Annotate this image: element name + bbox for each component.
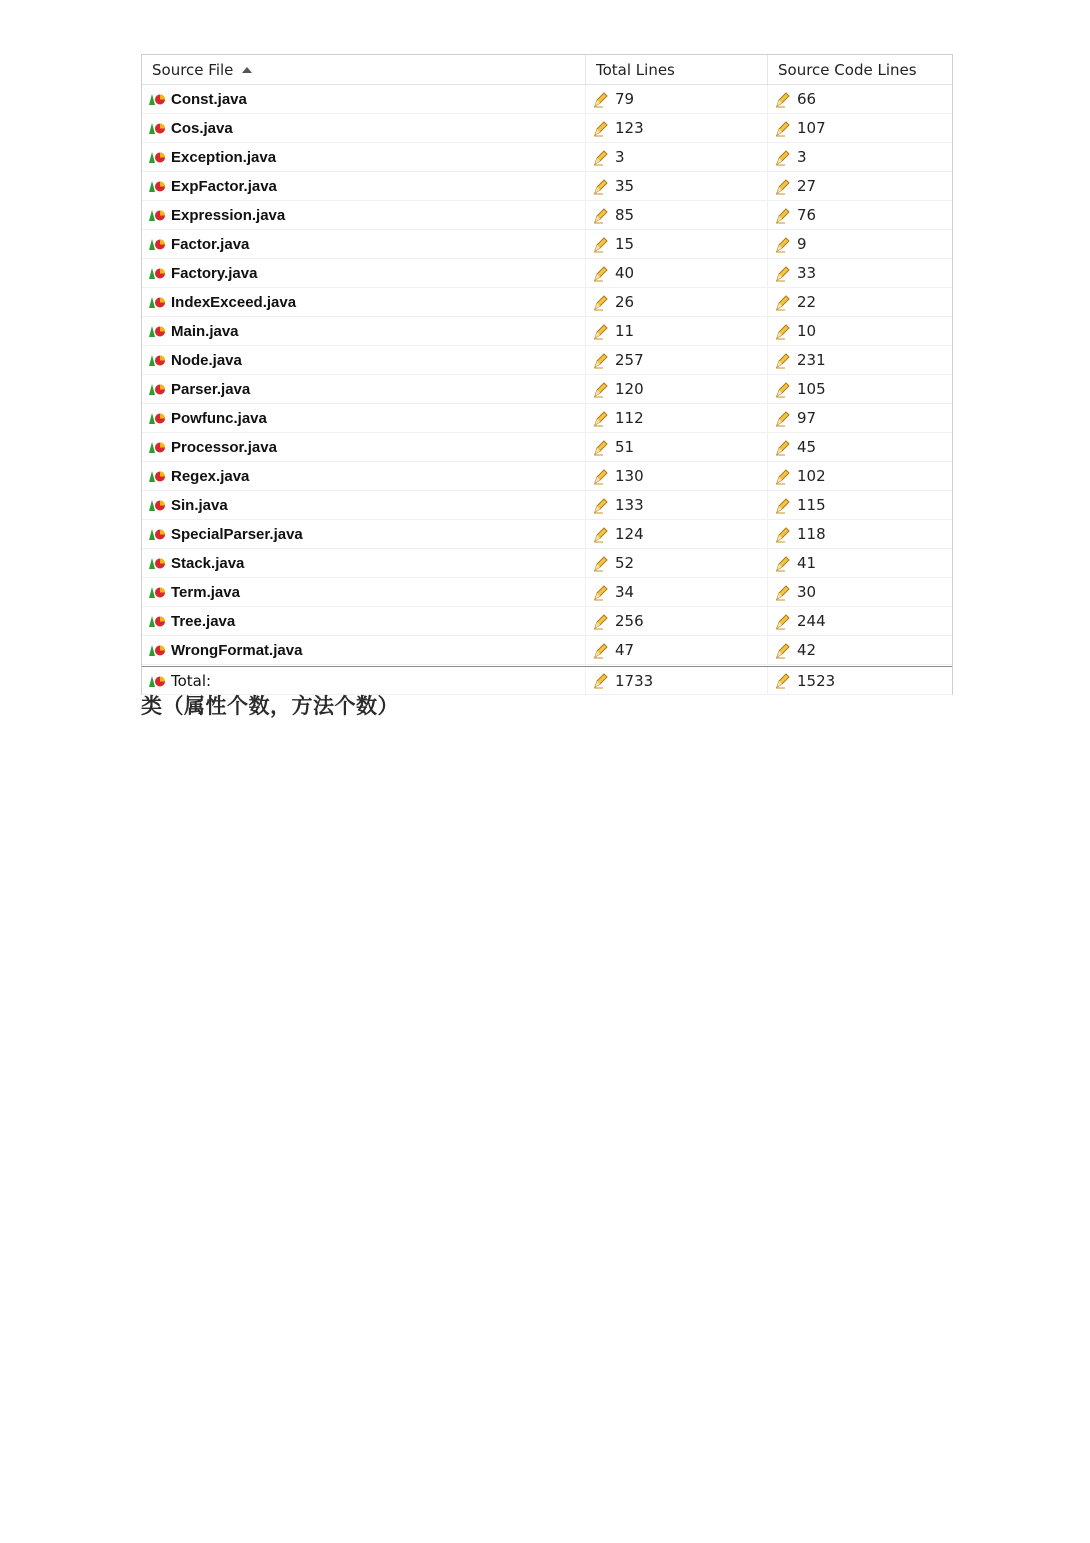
file-cell <box>142 114 586 142</box>
java-class-icon <box>148 353 166 367</box>
code-lines-cell <box>768 317 952 345</box>
code-lines-value: 115 <box>797 496 826 514</box>
pencil-icon <box>775 439 791 456</box>
code-lines-value: 76 <box>797 206 817 224</box>
table-row[interactable] <box>142 433 952 462</box>
file-cell <box>142 317 586 345</box>
pencil-icon <box>593 555 609 572</box>
file-cell <box>142 288 586 316</box>
table-row[interactable] <box>142 375 952 404</box>
total-lines-cell <box>586 172 768 200</box>
code-lines-cell <box>768 636 952 664</box>
code-lines-value: 66 <box>797 90 817 108</box>
pencil-icon <box>775 555 791 572</box>
pencil-icon <box>775 352 791 369</box>
total-lines-cell <box>586 317 768 345</box>
code-lines-value: 118 <box>797 525 826 543</box>
code-lines-value: 97 <box>797 409 817 427</box>
java-class-icon <box>148 643 166 657</box>
java-class-icon <box>148 674 166 688</box>
total-lines-cell <box>586 491 768 519</box>
code-lines-cell <box>768 288 952 316</box>
code-lines-value: 9 <box>797 235 807 253</box>
file-name: Factor.java <box>171 235 250 253</box>
total-lines-cell <box>586 578 768 606</box>
pencil-icon <box>775 265 791 282</box>
file-name: Node.java <box>171 351 242 369</box>
table-row[interactable] <box>142 404 952 433</box>
code-lines-value: 27 <box>797 177 817 195</box>
total-lines-value: 3 <box>615 148 625 166</box>
pencil-icon <box>593 526 609 543</box>
file-cell <box>142 346 586 374</box>
column-header-total-lines[interactable] <box>586 55 768 84</box>
table-row[interactable] <box>142 346 952 375</box>
file-name: Tree.java <box>171 612 236 630</box>
table-row[interactable] <box>142 491 952 520</box>
total-label: Total: <box>171 671 212 690</box>
total-lines-cell <box>586 636 768 664</box>
file-cell <box>142 375 586 403</box>
total-lines-cell <box>586 230 768 258</box>
code-lines-value: 102 <box>797 467 826 485</box>
pencil-icon <box>775 642 791 659</box>
java-class-icon <box>148 556 166 570</box>
file-name: Parser.java <box>171 380 251 398</box>
column-header-label: Source File <box>152 60 234 79</box>
pencil-icon <box>775 120 791 137</box>
table-row[interactable] <box>142 578 952 607</box>
file-cell <box>142 520 586 548</box>
total-lines-cell <box>586 259 768 287</box>
java-class-icon <box>148 527 166 541</box>
file-name: Cos.java <box>171 119 233 137</box>
file-cell <box>142 462 586 490</box>
file-cell <box>142 85 586 113</box>
pencil-icon <box>775 526 791 543</box>
table-row[interactable] <box>142 143 952 172</box>
total-lines-value: 112 <box>615 409 644 427</box>
java-class-icon <box>148 382 166 396</box>
pencil-icon <box>593 149 609 166</box>
file-name: Factory.java <box>171 264 258 282</box>
code-lines-value: 231 <box>797 351 826 369</box>
java-class-icon <box>148 92 166 106</box>
pencil-icon <box>593 323 609 340</box>
pencil-icon <box>593 265 609 282</box>
pencil-icon <box>593 236 609 253</box>
java-class-icon <box>148 179 166 193</box>
total-lines-cell <box>586 607 768 635</box>
java-class-icon <box>148 440 166 454</box>
file-name: Processor.java <box>171 438 277 456</box>
total-lines-cell <box>586 346 768 374</box>
total-lines-value: 26 <box>615 293 635 311</box>
code-lines-value: 30 <box>797 583 817 601</box>
code-lines-cell <box>768 230 952 258</box>
java-class-icon <box>148 411 166 425</box>
java-class-icon <box>148 208 166 222</box>
total-lines-cell <box>586 201 768 229</box>
pencil-icon <box>593 672 609 689</box>
column-header-label: Total Lines <box>596 60 675 79</box>
pencil-icon <box>775 207 791 224</box>
pencil-icon <box>593 439 609 456</box>
total-lines-value: 34 <box>615 583 635 601</box>
pencil-icon <box>775 468 791 485</box>
file-cell <box>142 549 586 577</box>
pencil-icon <box>775 91 791 108</box>
code-lines-value: 10 <box>797 322 817 340</box>
java-class-icon <box>148 266 166 280</box>
code-lines-value: 244 <box>797 612 826 630</box>
file-name: Main.java <box>171 322 239 340</box>
table-row[interactable] <box>142 288 952 317</box>
pencil-icon <box>775 410 791 427</box>
code-lines-cell <box>768 433 952 461</box>
pencil-icon <box>593 642 609 659</box>
code-lines-value: 3 <box>797 148 807 166</box>
pencil-icon <box>593 468 609 485</box>
java-class-icon <box>148 585 166 599</box>
java-class-icon <box>148 237 166 251</box>
total-lines-value: 123 <box>615 119 644 137</box>
total-lines-value: 130 <box>615 467 644 485</box>
table-row[interactable] <box>142 230 952 259</box>
pencil-icon <box>593 584 609 601</box>
file-name: Exception.java <box>171 148 277 166</box>
total-lines-value: 1733 <box>615 671 654 690</box>
table-row[interactable] <box>142 201 952 230</box>
table-header <box>142 55 952 85</box>
total-lines-value: 47 <box>615 641 635 659</box>
code-lines-cell <box>768 491 952 519</box>
total-lines-cell <box>586 375 768 403</box>
pencil-icon <box>775 178 791 195</box>
table-row[interactable] <box>142 114 952 143</box>
section-heading: 类（属性个数，方法个数） <box>141 694 399 718</box>
code-lines-value: 42 <box>797 641 817 659</box>
pencil-icon <box>593 91 609 108</box>
file-name: IndexExceed.java <box>171 293 297 311</box>
code-lines-cell <box>768 114 952 142</box>
code-lines-cell <box>768 549 952 577</box>
file-name: Expression.java <box>171 206 286 224</box>
code-lines-cell <box>768 259 952 287</box>
pencil-icon <box>775 149 791 166</box>
total-lines-value: 133 <box>615 496 644 514</box>
file-name: ExpFactor.java <box>171 177 277 195</box>
table-row[interactable] <box>142 462 952 491</box>
total-lines-cell <box>586 143 768 171</box>
code-lines-value: 105 <box>797 380 826 398</box>
total-lines-cell <box>586 85 768 113</box>
pencil-icon <box>775 381 791 398</box>
java-class-icon <box>148 121 166 135</box>
pencil-icon <box>593 613 609 630</box>
file-cell <box>142 230 586 258</box>
file-name: Sin.java <box>171 496 228 514</box>
file-cell <box>142 259 586 287</box>
total-lines-cell <box>586 433 768 461</box>
code-lines-value: 45 <box>797 438 817 456</box>
pencil-icon <box>775 584 791 601</box>
file-cell <box>142 433 586 461</box>
column-header-source-file[interactable] <box>142 55 586 84</box>
code-lines-cell <box>768 346 952 374</box>
java-class-icon <box>148 498 166 512</box>
file-cell <box>142 491 586 519</box>
metrics-table <box>141 54 953 695</box>
table-row[interactable] <box>142 317 952 346</box>
pencil-icon <box>775 236 791 253</box>
total-lines-value: 40 <box>615 264 635 282</box>
file-name: WrongFormat.java <box>171 641 303 659</box>
total-lines-value: 85 <box>615 206 635 224</box>
total-lines-cell <box>586 404 768 432</box>
pencil-icon <box>775 323 791 340</box>
file-cell <box>142 636 586 664</box>
table-row[interactable] <box>142 549 952 578</box>
file-name: Stack.java <box>171 554 245 572</box>
table-row[interactable] <box>142 85 952 114</box>
file-cell <box>142 201 586 229</box>
total-lines-cell <box>586 114 768 142</box>
pencil-icon <box>593 410 609 427</box>
pencil-icon <box>593 207 609 224</box>
file-name: Term.java <box>171 583 240 601</box>
total-lines-cell <box>586 462 768 490</box>
file-cell <box>142 404 586 432</box>
java-class-icon <box>148 150 166 164</box>
total-lines-value: 124 <box>615 525 644 543</box>
total-lines-value: 35 <box>615 177 635 195</box>
pencil-icon <box>775 497 791 514</box>
file-name: SpecialParser.java <box>171 525 303 543</box>
code-lines-value: 107 <box>797 119 826 137</box>
file-cell <box>142 172 586 200</box>
code-lines-cell <box>768 201 952 229</box>
code-lines-value: 22 <box>797 293 817 311</box>
total-lines-cell <box>586 667 768 694</box>
total-lines-value: 120 <box>615 380 644 398</box>
code-lines-cell <box>768 520 952 548</box>
total-lines-cell <box>586 520 768 548</box>
total-lines-value: 11 <box>615 322 635 340</box>
code-lines-cell <box>768 143 952 171</box>
java-class-icon <box>148 324 166 338</box>
pencil-icon <box>593 497 609 514</box>
pencil-icon <box>593 294 609 311</box>
total-lines-cell <box>586 549 768 577</box>
pencil-icon <box>593 178 609 195</box>
file-name: Const.java <box>171 90 247 108</box>
file-cell <box>142 143 586 171</box>
total-lines-value: 257 <box>615 351 644 369</box>
total-lines-value: 79 <box>615 90 635 108</box>
java-class-icon <box>148 469 166 483</box>
table-row[interactable] <box>142 520 952 549</box>
total-lines-value: 52 <box>615 554 635 572</box>
column-header-source-code-lines[interactable] <box>768 55 952 84</box>
code-lines-cell <box>768 85 952 113</box>
java-class-icon <box>148 295 166 309</box>
code-lines-cell <box>768 172 952 200</box>
table-row[interactable] <box>142 607 952 636</box>
file-cell <box>142 607 586 635</box>
code-lines-cell <box>768 375 952 403</box>
file-name: Regex.java <box>171 467 250 485</box>
pencil-icon <box>775 672 791 689</box>
code-lines-value: 33 <box>797 264 817 282</box>
total-lines-cell <box>586 288 768 316</box>
pencil-icon <box>593 352 609 369</box>
table-row[interactable] <box>142 636 952 665</box>
table-row[interactable] <box>142 172 952 201</box>
code-lines-value: 41 <box>797 554 817 572</box>
table-body <box>142 85 952 665</box>
total-code-lines-cell <box>768 667 952 694</box>
pencil-icon <box>593 120 609 137</box>
total-lines-value: 256 <box>615 612 644 630</box>
java-class-icon <box>148 614 166 628</box>
file-name: Powfunc.java <box>171 409 267 427</box>
code-lines-cell <box>768 462 952 490</box>
code-lines-cell <box>768 578 952 606</box>
total-lines-value: 15 <box>615 235 635 253</box>
total-lines-value: 51 <box>615 438 635 456</box>
pencil-icon <box>775 613 791 630</box>
code-lines-cell <box>768 607 952 635</box>
file-cell <box>142 578 586 606</box>
code-lines-cell <box>768 404 952 432</box>
pencil-icon <box>593 381 609 398</box>
pencil-icon <box>775 294 791 311</box>
table-row[interactable] <box>142 259 952 288</box>
total-code-lines-value: 1523 <box>797 671 836 690</box>
column-header-label: Source Code Lines <box>778 60 917 79</box>
sort-ascending-icon <box>242 67 252 73</box>
